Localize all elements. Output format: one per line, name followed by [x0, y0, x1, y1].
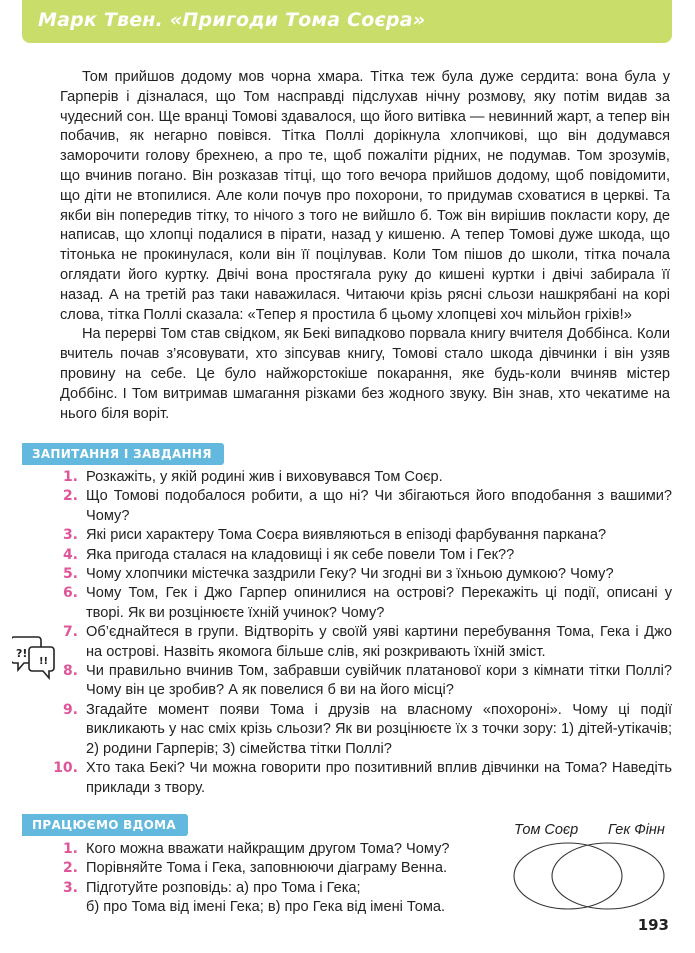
question-number: 1.	[62, 469, 78, 485]
homework-list	[50, 840, 490, 918]
question-text: Чому хлопчики містечка заздрили Геку? Чи згодні ви з їхньою думкою? Чому?	[86, 566, 614, 583]
homework-text-continuation: б) про Тома від імені Гека; в) про Гека від імені Тома.	[86, 899, 446, 916]
discussion-glyph-left: ?!	[16, 647, 28, 660]
question-text: Об’єднайтеся в групи. Відтворіть у своїй уяві картини перебування Тома, Гека і Джо на острові. Назвіть якомога більше слів, які розкривають їхній зміст.	[86, 624, 672, 660]
question-number: 3.	[62, 527, 78, 544]
question-text: Розкажіть, у якій родині жив і виховувався Том Соєр.	[86, 469, 443, 485]
homework-text: Порівняйте Тома і Гека, заповнюючи діаграму Венна.	[86, 860, 448, 877]
question-item	[50, 701, 672, 759]
question-text: Які риси характеру Тома Соєра виявляються в епізоді фарбування паркана?	[86, 527, 607, 544]
question-number: 9.	[62, 701, 78, 718]
venn-diagram	[500, 822, 672, 914]
question-text: Що Томові подобалося робити, а що ні? Чи збігаються його вподобання з вашими? Чому?	[86, 488, 672, 524]
question-number: 6.	[62, 585, 78, 602]
story-paragraph: Том прийшов додому мов чорна хмара. Тітка теж була дуже сердита: вона була у Гарперів і дізналася, що Том насправді підслухав нічну розмову, яку потім видав за чудесний сон. Ще вранці Томові здавалося, що його витівка — невинний жарт, а тепер він побачив, як негарно повівся. Тітка Поллі дорікнула хлопчикові, що він додумався заморочити голову брехнею, а про те, щоб пожаліти рідних, не подумав. Том зрозумів, що вчинив погано. Він розказав тітці, що того вечора прийшов додому, щоб повідомити, що діти не втопилися. Але коли почув про похорони, то придумав сховатися в церкві. Та якби він попередив тітку, то нічого з того не вийшло б. Тож він вирішив покласти кору, де написав, що хлопці подалися в пірати, назад у кишеню. А тепер Томові дуже шкода, що тітонька не прокинулася, коли він її поцілував. Коли Том пішов до школи, тітка почала оглядати його куртку. Двічі вона простягала руку до кишені куртки і двічі забирала її назад. А на третій раз таки наважилася. Читаючи крізь рясні сльози нашкрябані на корі слова, тітка Поллі сказала: «Тепер я простила б цьому хлопцеві хоч мільйон гріхів!»	[60, 69, 670, 323]
story-text	[60, 68, 670, 424]
homework-item	[50, 859, 490, 878]
questions-heading: ЗАПИТАННЯ І ЗАВДАННЯ	[22, 443, 224, 465]
homework-number: 3.	[62, 879, 78, 896]
venn-circle-huck	[552, 843, 664, 909]
homework-number: 2.	[62, 860, 78, 877]
venn-label-huck: Гек Фінн	[608, 822, 665, 838]
question-number: 2.	[62, 488, 78, 505]
discussion-icon	[12, 633, 56, 683]
question-item	[50, 662, 672, 701]
question-text: Згадайте момент появи Тома і друзів на власному «похороні». Чому ці події викликають у нас сміх крізь сльози? Як ви розцінюєте їх з точки зору: 1) дітей-утікачів; 2) родини Гарперів; 3) сімейства тітки Поллі?	[86, 701, 672, 757]
venn-label-tom: Том Соєр	[514, 822, 579, 838]
question-number: 8.	[62, 663, 78, 680]
question-item	[50, 623, 672, 662]
question-number: 10.	[53, 760, 78, 777]
discussion-glyph-right: !!	[39, 656, 49, 667]
question-item	[50, 468, 672, 487]
venn-circles	[500, 822, 672, 914]
story-paragraph: На перерві Том став свідком, як Бекі випадково порвала книгу вчителя Доббінса. Коли вчитель почав з’ясовувати, хто зіпсував книгу, Томові стало шкода дівчинки і він узяв провину на себе. Це було найжорстокіше покарання, яке будь-коли вчиняв містер Доббінс. І Том витримав шмагання різками без жодного звуку. Він знав, хто чекатиме на нього біля воріт.	[60, 326, 670, 422]
homework-heading: ПРАЦЮЄМО ВДОМА	[22, 814, 188, 836]
homework-item	[50, 840, 490, 859]
question-number: 7.	[62, 624, 78, 641]
homework-text: Кого можна вважати найкращим другом Тома? Чому?	[86, 841, 450, 857]
question-item	[50, 565, 672, 584]
homework-item	[50, 879, 490, 918]
header-bar	[22, 0, 672, 43]
question-item	[50, 546, 672, 565]
question-item	[50, 526, 672, 545]
homework-text: Підготуйте розповідь: а) про Тома і Гека;	[86, 879, 361, 896]
question-text: Чому Том, Гек і Джо Гарпер опинилися на острові? Перекажіть ці події, описані у творі. Як ви розцінюєте їхній учинок? Чому?	[86, 585, 672, 621]
question-item	[50, 759, 672, 798]
question-item	[50, 584, 672, 623]
question-text: Яка пригода сталася на кладовищі і як себе повели Том і Гек??	[86, 546, 515, 563]
homework-number: 1.	[62, 841, 78, 857]
question-item	[50, 487, 672, 526]
page-title: Марк Твен. «Пригоди Тома Соєра»	[38, 9, 426, 31]
page-number: 193	[637, 916, 669, 934]
questions-list	[50, 468, 672, 798]
question-text: Чи правильно вчинив Том, забравши сувійчик платанової кори з кімнати тітки Поллі? Чому він це зробив? А як повелися б ви на його місці?	[86, 663, 672, 699]
question-text: Хто така Бекі? Чи можна говорити про позитивний вплив дівчинки на Тома? Наведіть приклади з твору.	[86, 760, 672, 796]
question-number: 4.	[62, 546, 78, 563]
question-number: 5.	[62, 566, 78, 583]
